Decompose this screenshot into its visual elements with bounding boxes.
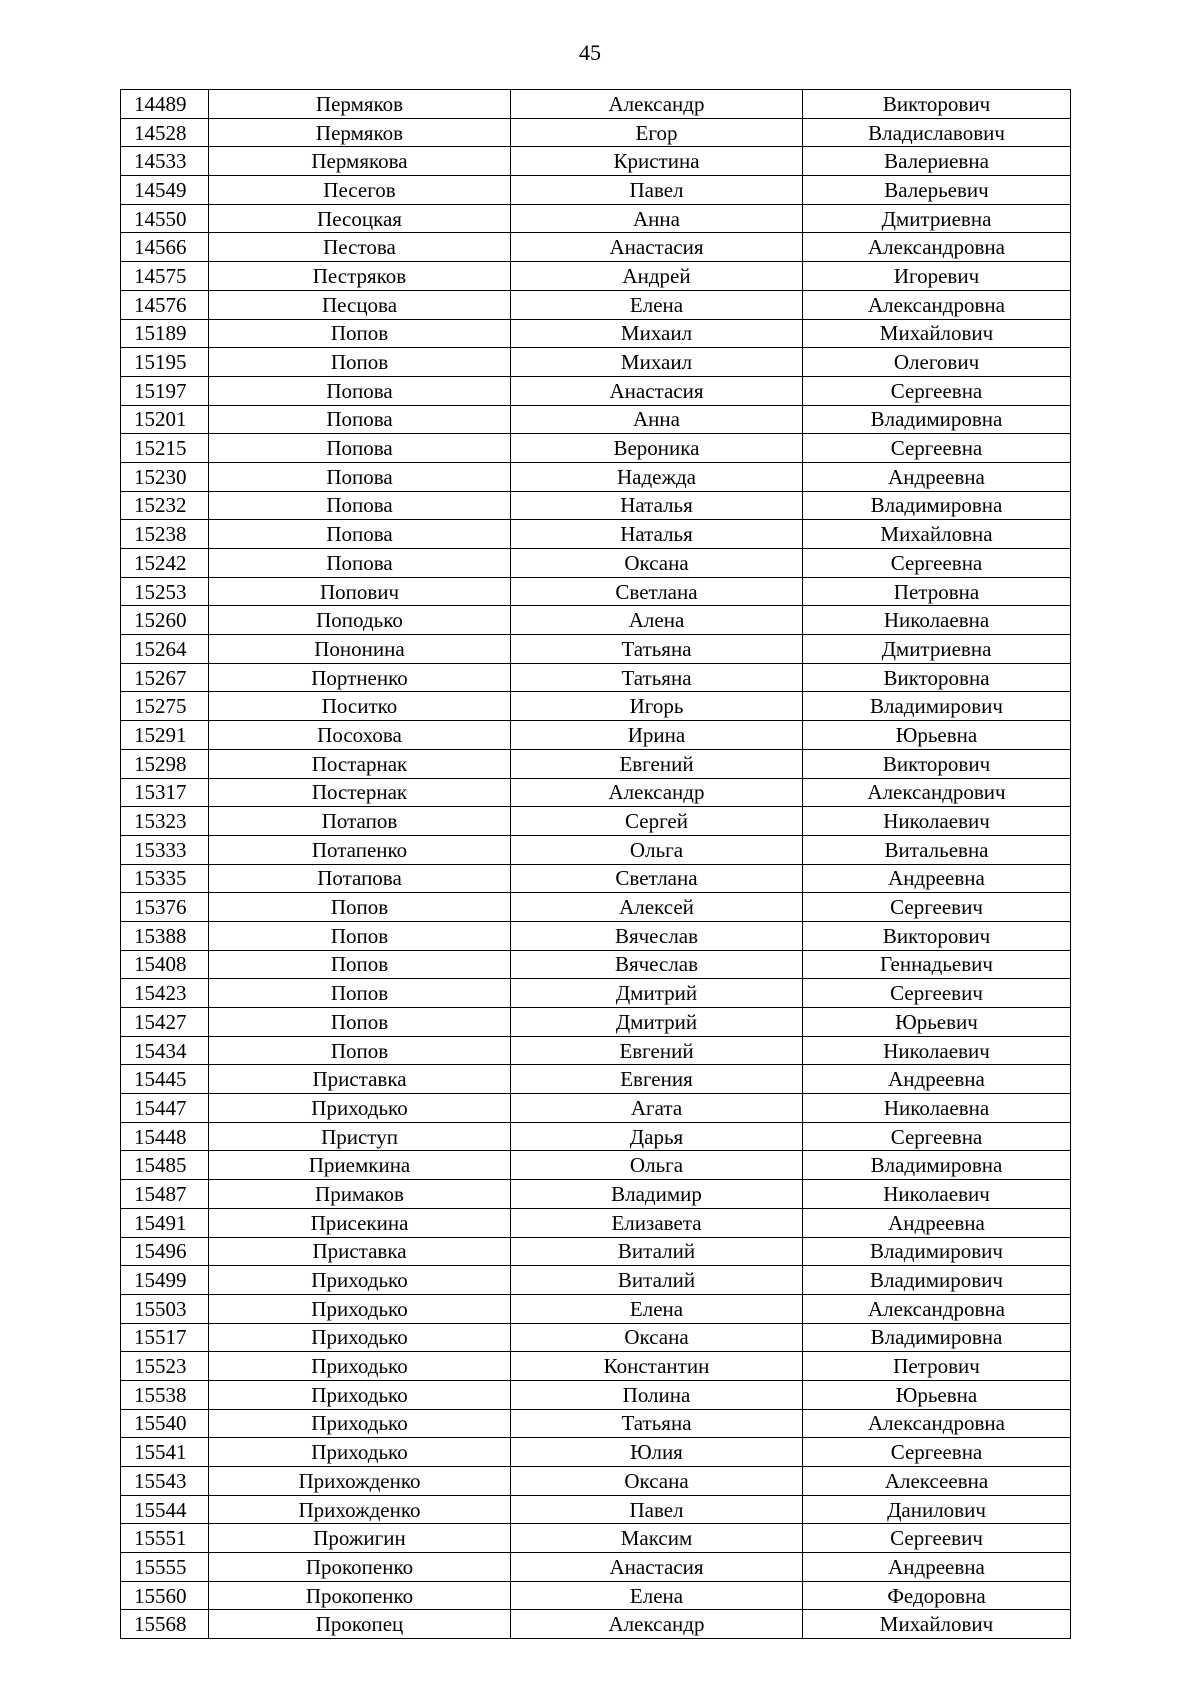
table-row	[121, 118, 1071, 147]
surname-cell: Приходько	[209, 1266, 511, 1295]
patronymic-cell: Викторович	[803, 749, 1071, 778]
surname-cell: Поподько	[209, 606, 511, 635]
id-cell: 15541	[121, 1438, 209, 1467]
first-name-cell: Дмитрий	[511, 1008, 803, 1037]
id-cell: 15201	[121, 405, 209, 434]
first-name-cell: Ольга	[511, 835, 803, 864]
table-row	[121, 405, 1071, 434]
id-cell: 15242	[121, 549, 209, 578]
first-name-cell: Оксана	[511, 1467, 803, 1496]
first-name-cell: Елена	[511, 290, 803, 319]
table-row	[121, 1266, 1071, 1295]
first-name-cell: Светлана	[511, 577, 803, 606]
first-name-cell: Евгений	[511, 749, 803, 778]
patronymic-cell: Юрьевна	[803, 1380, 1071, 1409]
patronymic-cell: Викторович	[803, 921, 1071, 950]
id-cell: 14566	[121, 233, 209, 262]
patronymic-cell: Николаевич	[803, 1036, 1071, 1065]
table-row	[121, 491, 1071, 520]
surname-cell: Песегов	[209, 176, 511, 205]
surname-cell: Прокопенко	[209, 1581, 511, 1610]
first-name-cell: Полина	[511, 1380, 803, 1409]
patronymic-cell: Владимировна	[803, 491, 1071, 520]
id-cell: 15408	[121, 950, 209, 979]
table-row	[121, 1610, 1071, 1639]
first-name-cell: Елена	[511, 1294, 803, 1323]
surname-cell: Потапов	[209, 807, 511, 836]
surname-cell: Приставка	[209, 1237, 511, 1266]
table-row	[121, 1065, 1071, 1094]
table-row	[121, 635, 1071, 664]
first-name-cell: Анастасия	[511, 233, 803, 262]
first-name-cell: Елена	[511, 1581, 803, 1610]
patronymic-cell: Дмитриевна	[803, 635, 1071, 664]
first-name-cell: Дмитрий	[511, 979, 803, 1008]
id-cell: 15323	[121, 807, 209, 836]
id-cell: 15434	[121, 1036, 209, 1065]
first-name-cell: Александр	[511, 778, 803, 807]
first-name-cell: Оксана	[511, 1323, 803, 1352]
first-name-cell: Егор	[511, 118, 803, 147]
first-name-cell: Анастасия	[511, 376, 803, 405]
patronymic-cell: Андреевна	[803, 1553, 1071, 1582]
patronymic-cell: Александровна	[803, 233, 1071, 262]
table-row	[121, 1208, 1071, 1237]
patronymic-cell: Витальевна	[803, 835, 1071, 864]
id-cell: 14533	[121, 147, 209, 176]
patronymic-cell: Николаевич	[803, 1180, 1071, 1209]
table-row	[121, 549, 1071, 578]
surname-cell: Прокопенко	[209, 1553, 511, 1582]
table-row	[121, 1151, 1071, 1180]
id-cell: 15232	[121, 491, 209, 520]
surname-cell: Попов	[209, 921, 511, 950]
table-row	[121, 950, 1071, 979]
table-row	[121, 1581, 1071, 1610]
table-row	[121, 147, 1071, 176]
id-cell: 15503	[121, 1294, 209, 1323]
patronymic-cell: Сергеевич	[803, 1524, 1071, 1553]
id-cell: 15195	[121, 348, 209, 377]
surname-cell: Приходько	[209, 1094, 511, 1123]
table-row	[121, 606, 1071, 635]
first-name-cell: Юлия	[511, 1438, 803, 1467]
table-row	[121, 462, 1071, 491]
patronymic-cell: Викторовна	[803, 663, 1071, 692]
patronymic-cell: Сергеевна	[803, 1122, 1071, 1151]
table-row	[121, 1352, 1071, 1381]
id-cell: 14576	[121, 290, 209, 319]
patronymic-cell: Николаевна	[803, 1094, 1071, 1123]
patronymic-cell: Петрович	[803, 1352, 1071, 1381]
patronymic-cell: Сергеевна	[803, 434, 1071, 463]
id-cell: 15560	[121, 1581, 209, 1610]
table-row	[121, 893, 1071, 922]
table-row	[121, 1495, 1071, 1524]
patronymic-cell: Федоровна	[803, 1581, 1071, 1610]
surname-cell: Приходько	[209, 1409, 511, 1438]
surname-cell: Приходько	[209, 1352, 511, 1381]
surname-cell: Поситко	[209, 692, 511, 721]
id-cell: 15376	[121, 893, 209, 922]
patronymic-cell: Александровна	[803, 1294, 1071, 1323]
surname-cell: Попович	[209, 577, 511, 606]
surname-cell: Приемкина	[209, 1151, 511, 1180]
patronymic-cell: Викторович	[803, 90, 1071, 119]
table-row	[121, 721, 1071, 750]
id-cell: 15448	[121, 1122, 209, 1151]
id-cell: 15427	[121, 1008, 209, 1037]
id-cell: 15517	[121, 1323, 209, 1352]
table-row	[121, 577, 1071, 606]
table-row	[121, 663, 1071, 692]
table-row	[121, 520, 1071, 549]
table-row	[121, 1438, 1071, 1467]
table-row	[121, 376, 1071, 405]
table-row	[121, 778, 1071, 807]
patronymic-cell: Владимирович	[803, 1266, 1071, 1295]
patronymic-cell: Михайлович	[803, 319, 1071, 348]
first-name-cell: Виталий	[511, 1266, 803, 1295]
table-row	[121, 807, 1071, 836]
table-row	[121, 262, 1071, 291]
roster-table-body	[121, 90, 1071, 1639]
first-name-cell: Виталий	[511, 1237, 803, 1266]
table-row	[121, 1380, 1071, 1409]
surname-cell: Прихожденко	[209, 1495, 511, 1524]
patronymic-cell: Николаевна	[803, 606, 1071, 635]
id-cell: 15543	[121, 1467, 209, 1496]
id-cell: 15485	[121, 1151, 209, 1180]
table-row	[121, 1122, 1071, 1151]
id-cell: 15260	[121, 606, 209, 635]
patronymic-cell: Петровна	[803, 577, 1071, 606]
patronymic-cell: Сергеевич	[803, 979, 1071, 1008]
table-row	[121, 1524, 1071, 1553]
patronymic-cell: Александрович	[803, 778, 1071, 807]
roster-table	[120, 89, 1071, 1639]
table-row	[121, 1036, 1071, 1065]
surname-cell: Примаков	[209, 1180, 511, 1209]
id-cell: 15197	[121, 376, 209, 405]
first-name-cell: Ольга	[511, 1151, 803, 1180]
table-row	[121, 319, 1071, 348]
surname-cell: Попова	[209, 549, 511, 578]
first-name-cell: Владимир	[511, 1180, 803, 1209]
surname-cell: Постернак	[209, 778, 511, 807]
table-row	[121, 692, 1071, 721]
id-cell: 14489	[121, 90, 209, 119]
surname-cell: Попов	[209, 1036, 511, 1065]
table-row	[121, 979, 1071, 1008]
patronymic-cell: Данилович	[803, 1495, 1071, 1524]
patronymic-cell: Владиславович	[803, 118, 1071, 147]
first-name-cell: Надежда	[511, 462, 803, 491]
patronymic-cell: Андреевна	[803, 864, 1071, 893]
id-cell: 15499	[121, 1266, 209, 1295]
first-name-cell: Алена	[511, 606, 803, 635]
table-row	[121, 204, 1071, 233]
id-cell: 15523	[121, 1352, 209, 1381]
table-row	[121, 1094, 1071, 1123]
id-cell: 14549	[121, 176, 209, 205]
patronymic-cell: Юрьевич	[803, 1008, 1071, 1037]
id-cell: 15538	[121, 1380, 209, 1409]
table-row	[121, 1553, 1071, 1582]
table-row	[121, 1294, 1071, 1323]
id-cell: 14528	[121, 118, 209, 147]
surname-cell: Попова	[209, 491, 511, 520]
id-cell: 15253	[121, 577, 209, 606]
first-name-cell: Вячеслав	[511, 921, 803, 950]
id-cell: 15230	[121, 462, 209, 491]
first-name-cell: Максим	[511, 1524, 803, 1553]
first-name-cell: Евгений	[511, 1036, 803, 1065]
patronymic-cell: Сергеевна	[803, 549, 1071, 578]
id-cell: 15291	[121, 721, 209, 750]
surname-cell: Прокопец	[209, 1610, 511, 1639]
patronymic-cell: Михайловна	[803, 520, 1071, 549]
surname-cell: Пермяков	[209, 118, 511, 147]
id-cell: 15568	[121, 1610, 209, 1639]
first-name-cell: Татьяна	[511, 1409, 803, 1438]
surname-cell: Пестова	[209, 233, 511, 262]
first-name-cell: Вероника	[511, 434, 803, 463]
surname-cell: Попова	[209, 376, 511, 405]
id-cell: 15445	[121, 1065, 209, 1094]
first-name-cell: Светлана	[511, 864, 803, 893]
table-row	[121, 864, 1071, 893]
patronymic-cell: Валерьевич	[803, 176, 1071, 205]
page-number: 45	[579, 40, 601, 65]
id-cell: 15267	[121, 663, 209, 692]
surname-cell: Попова	[209, 434, 511, 463]
first-name-cell: Евгения	[511, 1065, 803, 1094]
patronymic-cell: Андреевна	[803, 1208, 1071, 1237]
first-name-cell: Татьяна	[511, 663, 803, 692]
table-row	[121, 434, 1071, 463]
surname-cell: Приставка	[209, 1065, 511, 1094]
patronymic-cell: Владимировна	[803, 405, 1071, 434]
table-row	[121, 835, 1071, 864]
patronymic-cell: Олегович	[803, 348, 1071, 377]
patronymic-cell: Сергеевна	[803, 1438, 1071, 1467]
surname-cell: Пермяков	[209, 90, 511, 119]
id-cell: 15264	[121, 635, 209, 664]
id-cell: 15487	[121, 1180, 209, 1209]
surname-cell: Песоцкая	[209, 204, 511, 233]
first-name-cell: Константин	[511, 1352, 803, 1381]
surname-cell: Портненко	[209, 663, 511, 692]
id-cell: 15333	[121, 835, 209, 864]
first-name-cell: Анна	[511, 405, 803, 434]
id-cell: 15335	[121, 864, 209, 893]
surname-cell: Приходько	[209, 1438, 511, 1467]
patronymic-cell: Владимировна	[803, 1323, 1071, 1352]
id-cell: 15388	[121, 921, 209, 950]
patronymic-cell: Сергеевна	[803, 376, 1071, 405]
surname-cell: Приходько	[209, 1294, 511, 1323]
patronymic-cell: Дмитриевна	[803, 204, 1071, 233]
first-name-cell: Игорь	[511, 692, 803, 721]
surname-cell: Пестряков	[209, 262, 511, 291]
first-name-cell: Павел	[511, 176, 803, 205]
patronymic-cell: Владимирович	[803, 692, 1071, 721]
first-name-cell: Михаил	[511, 319, 803, 348]
patronymic-cell: Валериевна	[803, 147, 1071, 176]
id-cell: 15540	[121, 1409, 209, 1438]
surname-cell: Попов	[209, 1008, 511, 1037]
id-cell: 15491	[121, 1208, 209, 1237]
table-row	[121, 1409, 1071, 1438]
first-name-cell: Наталья	[511, 520, 803, 549]
first-name-cell: Кристина	[511, 147, 803, 176]
table-row	[121, 1008, 1071, 1037]
patronymic-cell: Владимировна	[803, 1151, 1071, 1180]
table-row	[121, 90, 1071, 119]
first-name-cell: Татьяна	[511, 635, 803, 664]
id-cell: 15496	[121, 1237, 209, 1266]
surname-cell: Прожигин	[209, 1524, 511, 1553]
surname-cell: Приходько	[209, 1323, 511, 1352]
id-cell: 15238	[121, 520, 209, 549]
patronymic-cell: Николаевич	[803, 807, 1071, 836]
surname-cell: Песцова	[209, 290, 511, 319]
patronymic-cell: Владимирович	[803, 1237, 1071, 1266]
first-name-cell: Алексей	[511, 893, 803, 922]
first-name-cell: Андрей	[511, 262, 803, 291]
patronymic-cell: Андреевна	[803, 462, 1071, 491]
first-name-cell: Павел	[511, 1495, 803, 1524]
surname-cell: Пононина	[209, 635, 511, 664]
surname-cell: Попов	[209, 348, 511, 377]
id-cell: 15275	[121, 692, 209, 721]
id-cell: 15544	[121, 1495, 209, 1524]
patronymic-cell: Сергеевич	[803, 893, 1071, 922]
id-cell: 15189	[121, 319, 209, 348]
surname-cell: Постарнак	[209, 749, 511, 778]
first-name-cell: Анна	[511, 204, 803, 233]
table-row	[121, 749, 1071, 778]
patronymic-cell: Александровна	[803, 1409, 1071, 1438]
first-name-cell: Александр	[511, 90, 803, 119]
first-name-cell: Анастасия	[511, 1553, 803, 1582]
first-name-cell: Михаил	[511, 348, 803, 377]
surname-cell: Попова	[209, 462, 511, 491]
first-name-cell: Оксана	[511, 549, 803, 578]
patronymic-cell: Михайлович	[803, 1610, 1071, 1639]
table-row	[121, 1237, 1071, 1266]
surname-cell: Прихожденко	[209, 1467, 511, 1496]
surname-cell: Попова	[209, 520, 511, 549]
patronymic-cell: Алексеевна	[803, 1467, 1071, 1496]
table-row	[121, 1323, 1071, 1352]
id-cell: 15447	[121, 1094, 209, 1123]
table-row	[121, 176, 1071, 205]
first-name-cell: Наталья	[511, 491, 803, 520]
surname-cell: Попов	[209, 950, 511, 979]
surname-cell: Попов	[209, 319, 511, 348]
id-cell: 15317	[121, 778, 209, 807]
surname-cell: Потапенко	[209, 835, 511, 864]
patronymic-cell: Александровна	[803, 290, 1071, 319]
table-row	[121, 1467, 1071, 1496]
id-cell: 15298	[121, 749, 209, 778]
first-name-cell: Вячеслав	[511, 950, 803, 979]
surname-cell: Пермякова	[209, 147, 511, 176]
table-row	[121, 1180, 1071, 1209]
surname-cell: Приступ	[209, 1122, 511, 1151]
surname-cell: Посохова	[209, 721, 511, 750]
table-row	[121, 290, 1071, 319]
first-name-cell: Александр	[511, 1610, 803, 1639]
surname-cell: Попов	[209, 979, 511, 1008]
first-name-cell: Агата	[511, 1094, 803, 1123]
id-cell: 15551	[121, 1524, 209, 1553]
patronymic-cell: Андреевна	[803, 1065, 1071, 1094]
first-name-cell: Елизавета	[511, 1208, 803, 1237]
table-row	[121, 233, 1071, 262]
patronymic-cell: Игоревич	[803, 262, 1071, 291]
surname-cell: Приходько	[209, 1380, 511, 1409]
id-cell: 15423	[121, 979, 209, 1008]
patronymic-cell: Геннадьевич	[803, 950, 1071, 979]
surname-cell: Присекина	[209, 1208, 511, 1237]
first-name-cell: Дарья	[511, 1122, 803, 1151]
table-row	[121, 348, 1071, 377]
surname-cell: Потапова	[209, 864, 511, 893]
id-cell: 14550	[121, 204, 209, 233]
patronymic-cell: Юрьевна	[803, 721, 1071, 750]
id-cell: 15555	[121, 1553, 209, 1582]
first-name-cell: Сергей	[511, 807, 803, 836]
table-row	[121, 921, 1071, 950]
surname-cell: Попова	[209, 405, 511, 434]
id-cell: 15215	[121, 434, 209, 463]
surname-cell: Попов	[209, 893, 511, 922]
id-cell: 14575	[121, 262, 209, 291]
first-name-cell: Ирина	[511, 721, 803, 750]
